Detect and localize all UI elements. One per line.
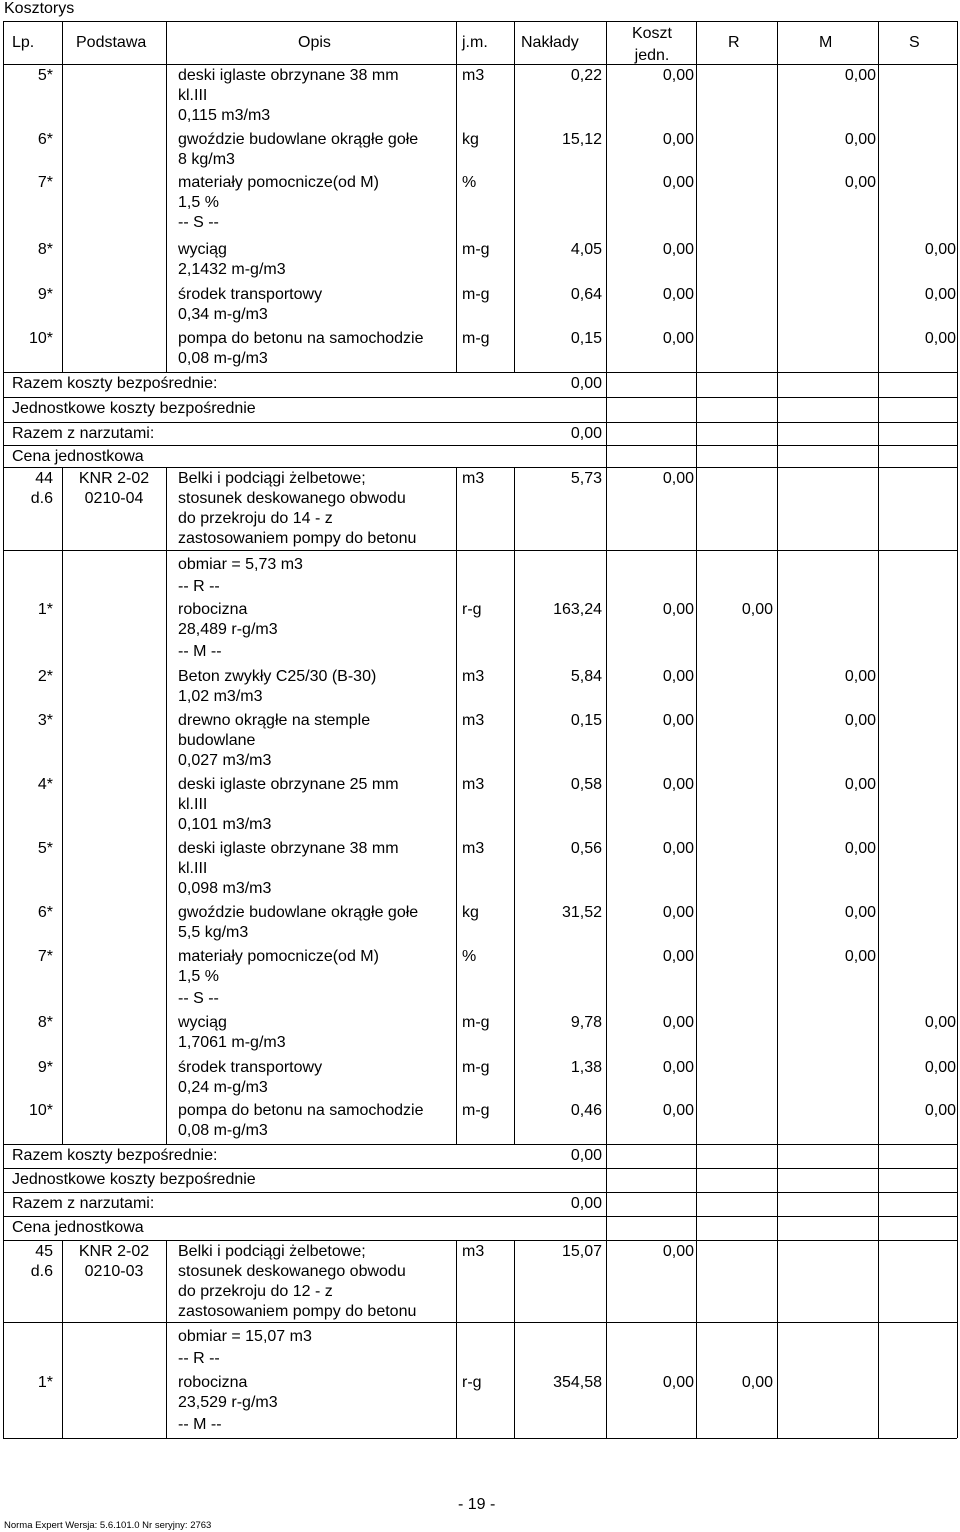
table-column-rule <box>696 1240 697 1322</box>
row-m: 0,00 <box>844 948 876 965</box>
row-jm: m3 <box>462 776 485 793</box>
table-column-rule <box>878 1240 879 1322</box>
summary-label-razem_bezp: Razem koszty bezpośrednie: <box>12 1147 218 1164</box>
row-s: 0,00 <box>924 330 956 347</box>
row-naklady: 0,15 <box>570 712 602 729</box>
table-column-rule <box>878 467 879 550</box>
row-jm: % <box>462 174 477 191</box>
row-podstawa: 0210-04 <box>84 490 144 507</box>
header-jm: j.m. <box>462 34 488 51</box>
row-naklady: 163,24 <box>553 601 602 618</box>
row-jm: kg <box>462 904 479 921</box>
section-rule <box>3 1240 957 1241</box>
row-naklady: 0,15 <box>570 330 602 347</box>
row-koszt-jedn: 0,00 <box>662 668 694 685</box>
table-column-rule <box>166 21 167 372</box>
row-opis: obmiar = 5,73 m3 <box>178 556 303 573</box>
table-column-rule <box>456 1240 457 1322</box>
row-m: 0,00 <box>844 776 876 793</box>
row-opis: zastosowaniem pompy do betonu <box>178 1303 417 1320</box>
row-koszt-jedn: 0,00 <box>662 330 694 347</box>
row-opis: 2,1432 m-g/m3 <box>178 261 286 278</box>
row-lp: 8* <box>37 241 53 258</box>
row-lp: 9* <box>37 286 53 303</box>
table-column-rule <box>696 372 697 467</box>
row-opis: materiały pomocnicze(od M) <box>178 948 379 965</box>
row-jm: m-g <box>462 1014 490 1031</box>
row-r: 0,00 <box>741 601 773 618</box>
row-jm: m3 <box>462 470 485 487</box>
table-column-rule <box>166 467 167 550</box>
section-rule <box>3 1192 957 1193</box>
row-lp: 5* <box>37 840 53 857</box>
row-opis: 1,02 m3/m3 <box>178 688 263 705</box>
row-opis: 0,24 m-g/m3 <box>178 1079 268 1096</box>
table-column-rule <box>878 550 879 1144</box>
summary-label-razem_narz: Razem z narzutami: <box>12 1195 155 1212</box>
section-rule <box>3 422 957 423</box>
row-lp: d.6 <box>30 1263 53 1280</box>
row-lp: 4* <box>37 776 53 793</box>
row-naklady: 9,78 <box>570 1014 602 1031</box>
document-title: Kosztorys <box>4 0 75 17</box>
row-m: 0,00 <box>844 67 876 84</box>
row-opis: 1,7061 m-g/m3 <box>178 1034 286 1051</box>
software-footer: Norma Expert Wersja: 5.6.101.0 Nr seryjny: 2763 <box>4 1520 212 1531</box>
row-naklady: 5,73 <box>570 470 602 487</box>
row-naklady: 0,64 <box>570 286 602 303</box>
row-lp: 1* <box>37 1374 53 1391</box>
row-lp: d.6 <box>30 490 53 507</box>
table-column-rule <box>62 550 63 1144</box>
row-lp: 3* <box>37 712 53 729</box>
row-podstawa: KNR 2-02 <box>78 470 150 487</box>
row-lp: 9* <box>37 1059 53 1076</box>
row-opis: 8 kg/m3 <box>178 151 235 168</box>
table-column-rule <box>456 550 457 1144</box>
row-s: 0,00 <box>924 286 956 303</box>
row-koszt-jedn: 0,00 <box>662 712 694 729</box>
row-koszt-jedn: 0,00 <box>662 948 694 965</box>
row-opis: 1,5 % <box>178 968 219 985</box>
row-jm: m-g <box>462 1102 490 1119</box>
row-lp: 10* <box>28 1102 53 1119</box>
summary-value: 0,00 <box>570 375 602 392</box>
row-lp: 6* <box>37 131 53 148</box>
section-rule <box>3 1322 957 1323</box>
row-m: 0,00 <box>844 131 876 148</box>
row-jm: m-g <box>462 1059 490 1076</box>
table-column-rule <box>777 1322 778 1438</box>
row-s: 0,00 <box>924 1059 956 1076</box>
table-column-rule <box>166 1322 167 1438</box>
row-opis: środek transportowy <box>178 286 323 303</box>
row-koszt-jedn: 0,00 <box>662 840 694 857</box>
table-column-rule <box>777 372 778 467</box>
row-opis: budowlane <box>178 732 256 749</box>
row-koszt-jedn: 0,00 <box>662 241 694 258</box>
row-opis: 0,08 m-g/m3 <box>178 350 268 367</box>
row-koszt-jedn: 0,00 <box>662 1374 694 1391</box>
row-jm: kg <box>462 131 479 148</box>
header-m: M <box>819 34 833 51</box>
row-naklady: 0,46 <box>570 1102 602 1119</box>
row-naklady: 4,05 <box>570 241 602 258</box>
header-r: R <box>728 34 740 51</box>
row-opis: zastosowaniem pompy do betonu <box>178 530 417 547</box>
table-column-rule <box>62 1240 63 1322</box>
row-naklady: 0,56 <box>570 840 602 857</box>
row-naklady: 5,84 <box>570 668 602 685</box>
table-column-rule <box>878 372 879 467</box>
row-koszt-jedn: 0,00 <box>662 601 694 618</box>
row-lp: 7* <box>37 174 53 191</box>
row-opis: Belki i podciągi żelbetowe; <box>178 470 366 487</box>
section-rule <box>3 467 957 468</box>
summary-label-jedn_bezp: Jednostkowe koszty bezpośrednie <box>12 400 256 417</box>
table-column-rule <box>777 1144 778 1240</box>
table-right-border <box>957 21 958 1438</box>
section-rule <box>3 1144 957 1145</box>
section-rule <box>3 372 957 373</box>
section-rule <box>3 1216 957 1217</box>
row-opis: materiały pomocnicze(od M) <box>178 174 379 191</box>
row-naklady: 0,58 <box>570 776 602 793</box>
row-opis: robocizna <box>178 1374 248 1391</box>
table-column-rule <box>696 550 697 1144</box>
row-opis: środek transportowy <box>178 1059 323 1076</box>
row-opis: obmiar = 15,07 m3 <box>178 1328 312 1345</box>
row-naklady: 15,12 <box>561 131 602 148</box>
row-opis: 1,5 % <box>178 194 219 211</box>
table-column-rule <box>606 1144 607 1240</box>
summary-label-cena_jedn: Cena jednostkowa <box>12 1219 144 1236</box>
table-column-rule <box>166 1240 167 1322</box>
row-opis: 0,34 m-g/m3 <box>178 306 268 323</box>
header-lp: Lp. <box>12 34 35 51</box>
row-koszt-jedn: 0,00 <box>662 470 694 487</box>
row-jm: m3 <box>462 1243 485 1260</box>
table-column-rule <box>606 372 607 467</box>
row-jm: r-g <box>462 1374 482 1391</box>
row-opis: -- S -- <box>178 214 219 231</box>
row-opis: pompa do betonu na samochodzie <box>178 1102 424 1119</box>
summary-value: 0,00 <box>570 425 602 442</box>
row-opis: wyciąg <box>178 241 227 258</box>
summary-label-razem_narz: Razem z narzutami: <box>12 425 155 442</box>
row-opis: -- S -- <box>178 990 219 1007</box>
row-koszt-jedn: 0,00 <box>662 286 694 303</box>
table-column-rule <box>166 550 167 1144</box>
section-rule <box>3 550 957 551</box>
table-bottom-border <box>3 1438 957 1439</box>
row-lp: 44 <box>35 470 53 487</box>
summary-label-cena_jedn: Cena jednostkowa <box>12 448 144 465</box>
section-rule <box>3 397 957 398</box>
row-m: 0,00 <box>844 840 876 857</box>
row-opis: Belki i podciągi żelbetowe; <box>178 1243 366 1260</box>
row-jm: r-g <box>462 601 482 618</box>
table-column-rule <box>777 467 778 550</box>
row-opis: deski iglaste obrzynane 38 mm <box>178 840 399 857</box>
row-opis: 0,098 m3/m3 <box>178 880 272 897</box>
row-opis: 28,489 r-g/m3 <box>178 621 278 638</box>
row-koszt-jedn: 0,00 <box>662 776 694 793</box>
row-opis: Beton zwykły C25/30 (B-30) <box>178 668 377 685</box>
row-opis: 5,5 kg/m3 <box>178 924 249 941</box>
row-lp: 1* <box>37 601 53 618</box>
header-koszt-jedn: Koszt jedn. <box>631 25 672 64</box>
row-opis: -- R -- <box>178 1350 220 1367</box>
row-opis: 0,101 m3/m3 <box>178 816 272 833</box>
row-jm: m-g <box>462 330 490 347</box>
row-naklady: 15,07 <box>561 1243 602 1260</box>
row-m: 0,00 <box>844 668 876 685</box>
row-koszt-jedn: 0,00 <box>662 904 694 921</box>
row-r: 0,00 <box>741 1374 773 1391</box>
table-column-rule <box>696 1144 697 1240</box>
row-s: 0,00 <box>924 1102 956 1119</box>
row-lp: 10* <box>28 330 53 347</box>
header-s: S <box>909 34 920 51</box>
row-naklady: 31,52 <box>561 904 602 921</box>
row-koszt-jedn: 0,00 <box>662 131 694 148</box>
row-naklady: 1,38 <box>570 1059 602 1076</box>
row-m: 0,00 <box>844 174 876 191</box>
row-opis: gwoździe budowlane okrągłe gołe <box>178 131 419 148</box>
row-jm: % <box>462 948 477 965</box>
row-s: 0,00 <box>924 241 956 258</box>
row-opis: 0,027 m3/m3 <box>178 752 272 769</box>
row-opis: drewno okrągłe na stemple <box>178 712 371 729</box>
table-column-rule <box>878 1144 879 1240</box>
table-column-rule <box>62 1322 63 1438</box>
table-column-rule <box>696 467 697 550</box>
row-opis: kl.III <box>178 87 208 104</box>
row-opis: stosunek deskowanego obwodu <box>178 1263 406 1280</box>
row-s: 0,00 <box>924 1014 956 1031</box>
summary-value: 0,00 <box>570 1195 602 1212</box>
header-bottom-border <box>3 64 957 65</box>
row-opis: 0,08 m-g/m3 <box>178 1122 268 1139</box>
row-jm: m-g <box>462 241 490 258</box>
table-column-rule <box>62 21 63 372</box>
table-column-rule <box>878 21 879 372</box>
header-naklady: Nakłady <box>521 34 579 51</box>
row-opis: do przekroju do 14 - z <box>178 510 333 527</box>
row-opis: kl.III <box>178 796 208 813</box>
row-opis: kl.III <box>178 860 208 877</box>
summary-label-razem_bezp: Razem koszty bezpośrednie: <box>12 375 218 392</box>
table-column-rule <box>62 467 63 550</box>
row-koszt-jedn: 0,00 <box>662 67 694 84</box>
row-lp: 2* <box>37 668 53 685</box>
row-podstawa: KNR 2-02 <box>78 1243 150 1260</box>
row-koszt-jedn: 0,00 <box>662 1059 694 1076</box>
row-naklady: 354,58 <box>553 1374 602 1391</box>
row-naklady: 0,22 <box>570 67 602 84</box>
row-podstawa: 0210-03 <box>84 1263 144 1280</box>
table-top-border <box>3 21 957 22</box>
section-rule <box>3 1168 957 1169</box>
summary-value: 0,00 <box>570 1147 602 1164</box>
page-number: - 19 - <box>458 1496 496 1513</box>
row-opis: -- M -- <box>178 1416 222 1433</box>
row-opis: pompa do betonu na samochodzie <box>178 330 424 347</box>
section-rule <box>3 445 957 446</box>
row-opis: 23,529 r-g/m3 <box>178 1394 278 1411</box>
header-opis: Opis <box>298 34 331 51</box>
row-lp: 7* <box>37 948 53 965</box>
row-opis: deski iglaste obrzynane 38 mm <box>178 67 399 84</box>
row-jm: m3 <box>462 712 485 729</box>
table-column-rule <box>456 21 457 372</box>
row-jm: m3 <box>462 668 485 685</box>
table-column-rule <box>456 467 457 550</box>
row-m: 0,00 <box>844 712 876 729</box>
row-lp: 8* <box>37 1014 53 1031</box>
row-jm: m3 <box>462 67 485 84</box>
row-koszt-jedn: 0,00 <box>662 1102 694 1119</box>
header-podstawa: Podstawa <box>76 34 147 51</box>
row-opis: wyciąg <box>178 1014 227 1031</box>
row-koszt-jedn: 0,00 <box>662 1014 694 1031</box>
row-lp: 45 <box>35 1243 53 1260</box>
table-column-rule <box>456 1322 457 1438</box>
row-opis: robocizna <box>178 601 248 618</box>
row-opis: -- M -- <box>178 643 222 660</box>
table-column-rule <box>777 1240 778 1322</box>
row-opis: do przekroju do 12 - z <box>178 1283 333 1300</box>
summary-label-jedn_bezp: Jednostkowe koszty bezpośrednie <box>12 1171 256 1188</box>
row-opis: 0,115 m3/m3 <box>178 107 271 124</box>
row-jm: m3 <box>462 840 485 857</box>
row-lp: 6* <box>37 904 53 921</box>
row-m: 0,00 <box>844 904 876 921</box>
table-column-rule <box>878 1322 879 1438</box>
row-koszt-jedn: 0,00 <box>662 1243 694 1260</box>
row-lp: 5* <box>37 67 53 84</box>
table-column-rule <box>696 21 697 372</box>
row-opis: deski iglaste obrzynane 25 mm <box>178 776 399 793</box>
row-opis: -- R -- <box>178 578 220 595</box>
row-opis: stosunek deskowanego obwodu <box>178 490 406 507</box>
row-jm: m-g <box>462 286 490 303</box>
row-opis: gwoździe budowlane okrągłe gołe <box>178 904 419 921</box>
row-koszt-jedn: 0,00 <box>662 174 694 191</box>
